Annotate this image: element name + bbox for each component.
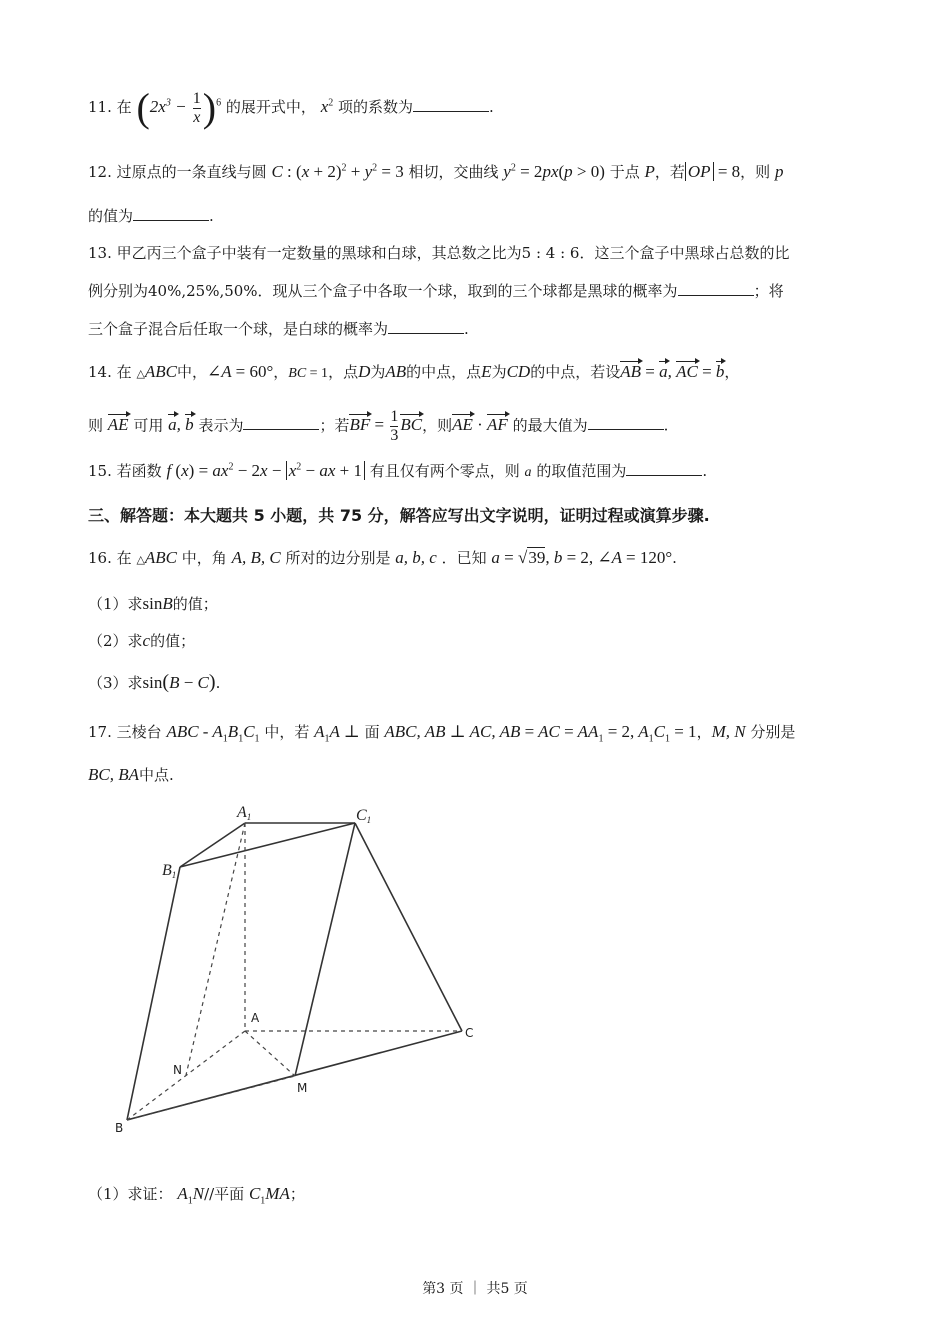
label-b: B [115,1121,124,1135]
question-13: 13. 甲乙丙三个盒子中装有一定数量的黑球和白球，其总数之比为5 : 4 : 6．这三个盒子中黑球占总数的比 [88,244,790,262]
section-3-title: 三、解答题：本大题共 5 小题，共 75 分，解答应写出文字说明，证明过程或演算步骤. [88,506,710,525]
answer-blank [626,461,702,476]
label-b1: B1 [162,862,177,880]
question-12: 12. 过原点的一条直线与圆 C : $(x + 2)^2 + y^2 = 3$ 相切，交曲线 $y^2 = 2px(p > 0)$ 于点 P，若 OP = 8，则 p [88,162,784,181]
question-12-line2: 的值为 . [88,207,214,225]
expansion-expression: ($2x^3$ − $\frac{1}{x}$ )$^6$ [136,85,222,130]
question-15: 15. 若函数 f $(x) = ax^2 - 2x - x^2$ − ax + 1 有且仅有两个零点，则 a 的取值范围为 . [88,461,708,480]
question-16-part1: （1）求sinB的值； [88,594,218,613]
answer-blank [413,97,489,112]
question-17: 17. 三棱台 ABC - $A_1B_1C_1$ 中，若 $A_1A$ ⊥ 面 ABC, AB ⊥ AC, AB = AC = $AA_1 = 2$, $A_1C_1 = 1$，M, N 分别是 [88,722,796,745]
label-n: N [173,1063,182,1077]
question-13-line3: 三个盒子混合后任取一个球，是白球的概率为 . [88,320,469,338]
question-16-part3: （3）求sin(B − C). [88,671,221,693]
page-footer: 第3 页 ｜ 共5 页 [422,1281,528,1297]
answer-blank [678,281,754,296]
question-16-part2: （2）求c的值； [88,631,196,650]
answer-blank [243,415,319,430]
answer-blank [133,206,209,221]
frustum-figure [110,795,490,1140]
question-17-line2: BC, BA中点. [88,765,174,784]
label-c: C [465,1026,474,1040]
label-a: A [251,1011,260,1025]
question-16: 16. 在 △ABC 中，角 A, B, C 所对的边分别是 a, b, c ．已知 a = √39, b = 2, ∠A = 120°. [88,548,677,567]
label-m: M [297,1081,308,1095]
question-13-line2: 例分别为40%,25%,50%．现从三个盒子中各取一个球，取到的三个球都是黑球的概率为 ；将 [88,282,784,300]
label-a1: A1 [237,804,252,822]
question-14: 14. 在 △ABC中，∠A = 60°，BC = 1，点D为AB的中点，点E为CD的中点，若设AB = a, AC = b， [88,362,740,381]
answer-blank [388,319,464,334]
question-17-part1: （1）求证： $A_1N//$平面 $C_1MA$； [88,1184,305,1207]
question-14-line2: 则 AE 可用 a, b 表示为 ；若BF = $\frac{1}{3}$ BC，则AE · AF 的最大值为 . [88,408,669,444]
question-11: 11. 在 ($2x^3$ − $\frac{1}{x}$ )$^6$ 的展开式中， $x^2$ 项的系数为 . [88,85,494,130]
answer-blank [588,415,664,430]
label-c1: C1 [356,807,372,825]
